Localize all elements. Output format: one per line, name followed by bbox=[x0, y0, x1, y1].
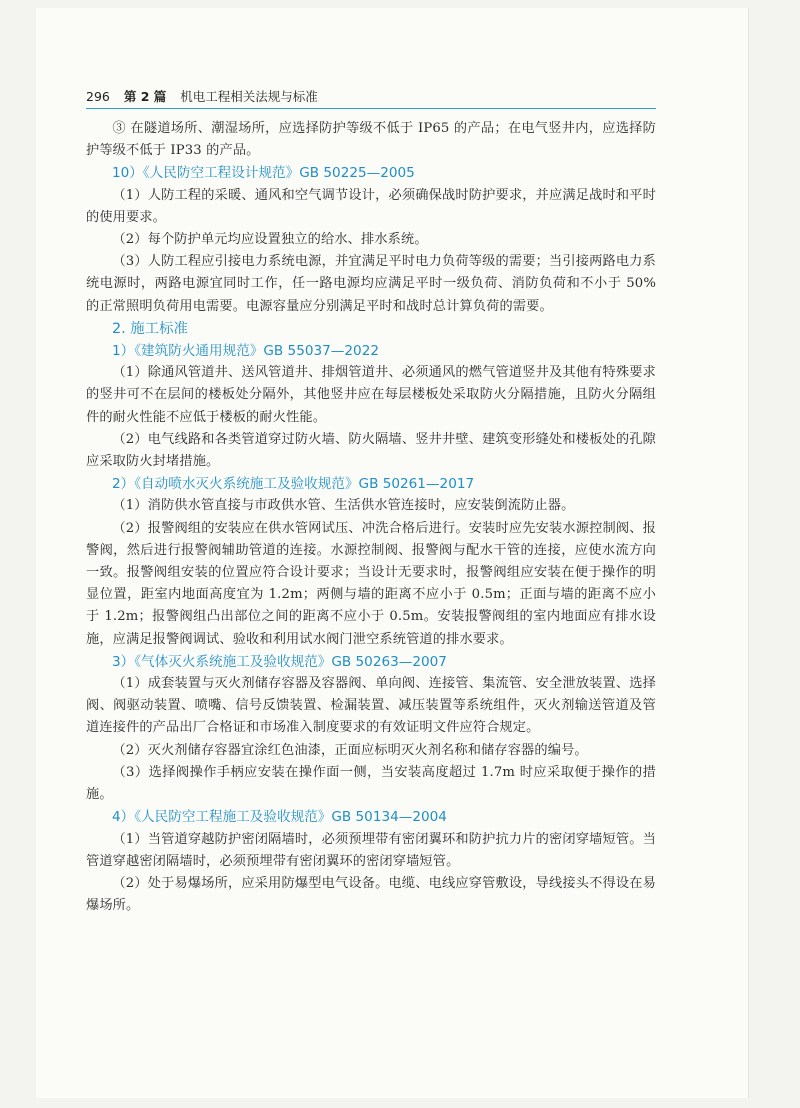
part-label: 第 2 篇 bbox=[123, 89, 167, 104]
standard-heading: 2）《自动喷水灭火系统施工及验收规范》GB 50261—2017 bbox=[112, 476, 475, 493]
standard-heading: 4）《人民防空工程施工及验收规范》GB 50134—2004 bbox=[112, 809, 447, 826]
paragraph: （2）电气线路和各类管道穿过防火墙、防火隔墙、竖井井壁、建筑变形缝处和楼板处的孔隙应采取防火封堵措施。 bbox=[86, 431, 656, 470]
running-header bbox=[86, 88, 656, 109]
paragraph: （3）选择阀操作手柄应安装在操作面一侧，当安装高度超过 1.7m 时应采取便于操作的措施。 bbox=[86, 764, 656, 803]
section-heading: 2. 施工标准 bbox=[112, 320, 188, 337]
page-number: 296 bbox=[86, 89, 110, 104]
standard-heading: 3）《气体灭火系统施工及验收规范》GB 50263—2007 bbox=[112, 653, 447, 670]
paragraph: （1）当管道穿越防护密闭隔墙时，必须预埋带有密闭翼环和防护抗力片的密闭穿墙短管。当管道穿越密闭隔墙时，必须预埋带有密闭翼环的密闭穿墙短管。 bbox=[86, 831, 656, 869]
paragraph: （2）每个防护单元均应设置独立的给水、排水系统。 bbox=[112, 232, 428, 248]
paragraph: （2）灭火剂储存容器宜涂红色油漆，正面应标明灭火剂名称和储存容器的编号。 bbox=[112, 742, 588, 758]
standard-heading: 10）《人民防空工程设计规范》GB 50225—2005 bbox=[112, 165, 415, 182]
paragraph: ③ 在隧道场所、潮湿场所，应选择防护等级不低于 IP65 的产品；在电气竖井内，应选择防护等级不低于 IP33 的产品。 bbox=[86, 121, 656, 159]
page-content bbox=[86, 118, 656, 917]
paragraph: （1）成套装置与灭火剂储存容器及容器阀、单向阀、连接管、集流管、安全泄放装置、选择阀、阀驱动装置、喷嘴、信号反馈装置、检漏装置、减压装置等系统组件，灭火剂输送管道及管道连接件的产品出厂合格证和市场准入制度要求的有效证明文件应符合规定。 bbox=[86, 676, 656, 736]
paragraph: （1）人防工程的采暖、通风和空气调节设计，必须确保战时防护要求，并应满足战时和平时的使用要求。 bbox=[86, 187, 656, 225]
paragraph: （3）人防工程应引接电力系统电源，并宜满足平时电力负荷等级的需要；当引接两路电力系统电源时，两路电源宜同时工作，任一路电源均应满足平时一级负荷、消防负荷和不小于 50% 的正常照明负荷用电需要。电源容量应分别满足平时和战时总计算负荷的需要。 bbox=[86, 254, 656, 314]
paragraph: （1）除通风管道井、送风管道井、排烟管道井、必须通风的燃气管道竖井及其他有特殊要求的竖井可不在层间的楼板处分隔外，其他竖井应在每层楼板处采取防火分隔措施，且防火分隔组件的耐火性能不应低于楼板的耐火性能。 bbox=[86, 365, 656, 425]
paragraph: （1）消防供水管直接与市政供水管、生活供水管连接时，应安装倒流防止器。 bbox=[112, 498, 575, 514]
paragraph: （2）处于易爆场所，应采用防爆型电气设备。电缆、电线应穿管敷设，导线接头不得设在易爆场所。 bbox=[86, 875, 656, 914]
standard-heading: 1）《建筑防火通用规范》GB 55037—2022 bbox=[112, 343, 379, 360]
paragraph: （2）报警阀组的安装应在供水管网试压、冲洗合格后进行。安装时应先安装水源控制阀、报警阀，然后进行报警阀辅助管道的连接。水源控制阀、报警阀与配水干管的连接，应使水流方向一致。报警阀组安装的位置应符合设计要求；当设计无要求时，报警阀组应安装在便于操作的明显位置，距室内地面高度宜为 1.2m；两侧与墙的距离不应小于 0.5m；正面与墙的距离不应小于 1.2m；报警阀组凸出部位之间的距离不应小于 0.5m。安装报警阀组的室内地面应有排水设施，应满足报警阀调试、验收和利用试水阀门泄空系统管道的排水要求。 bbox=[86, 520, 656, 647]
part-title: 机电工程相关法规与标准 bbox=[180, 89, 318, 104]
